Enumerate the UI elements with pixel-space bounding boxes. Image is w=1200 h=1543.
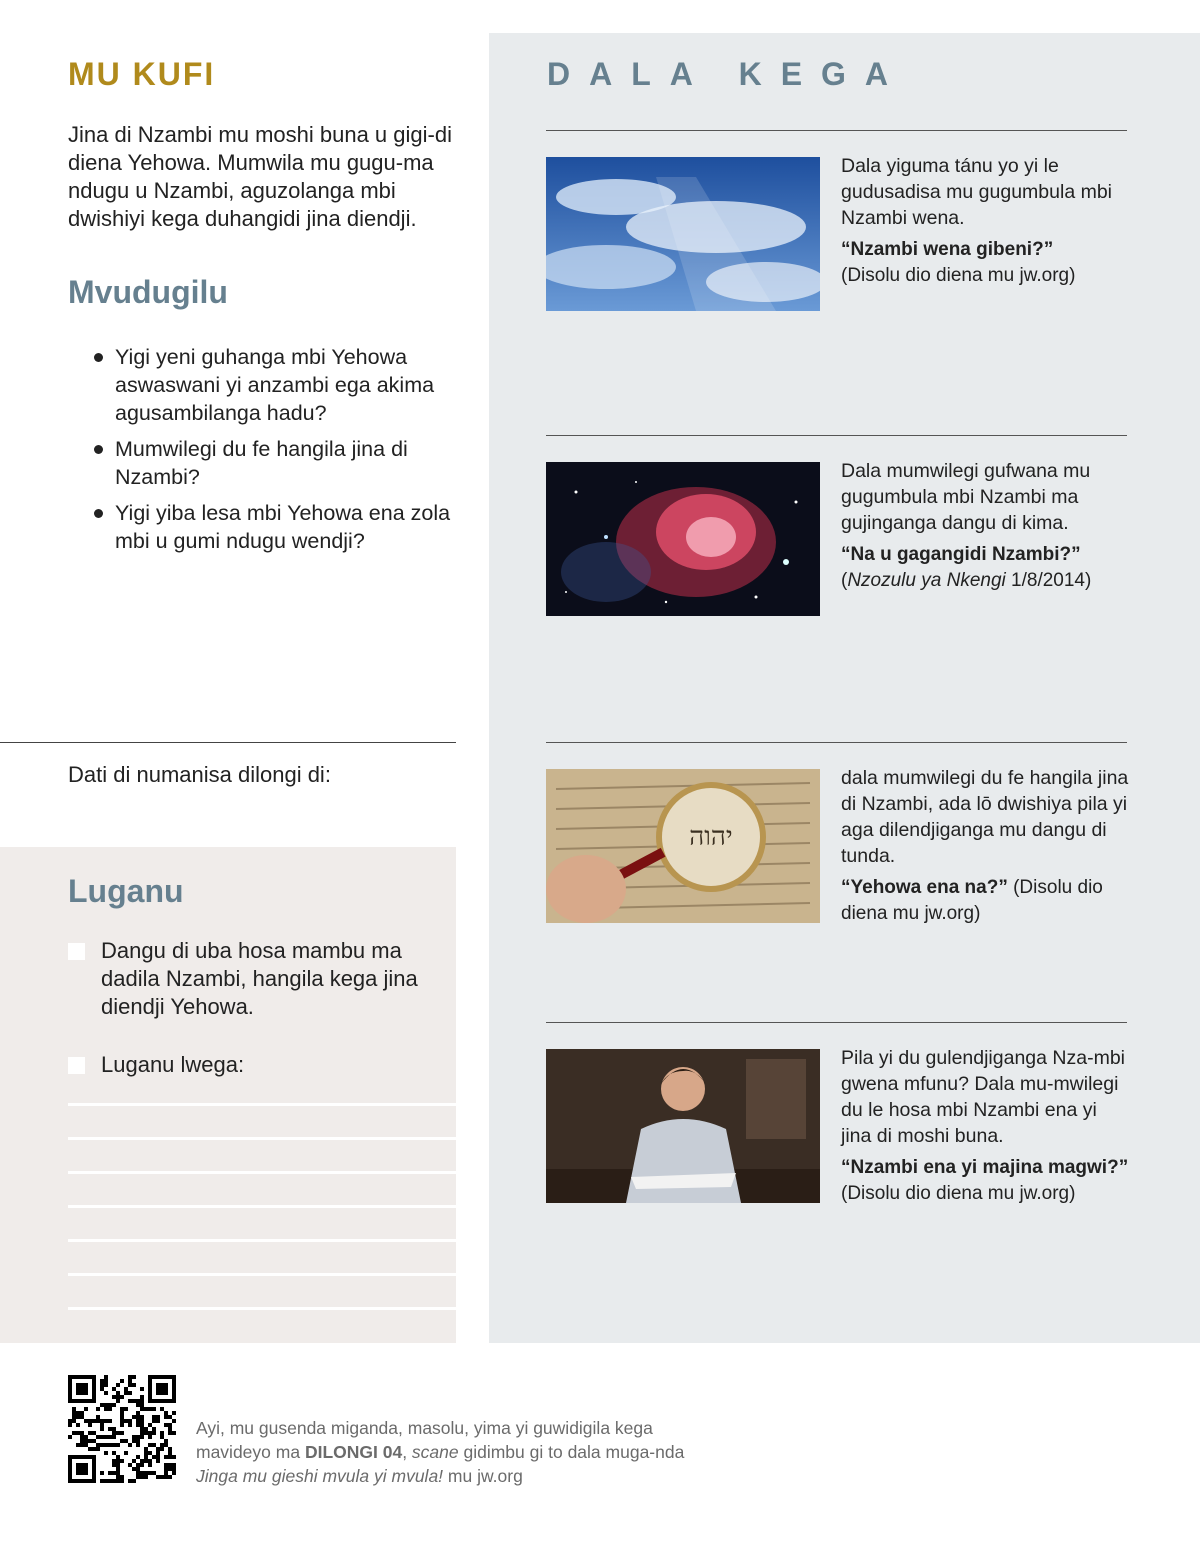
custom-goal-label: Luganu lwega: — [101, 1052, 245, 1077]
sky-clouds-image[interactable] — [546, 157, 820, 311]
article-3 — [841, 765, 1131, 927]
write-line[interactable] — [68, 1137, 456, 1140]
footer-part: mu jw.org — [443, 1466, 523, 1486]
divider — [546, 1022, 1127, 1023]
write-line[interactable] — [68, 1205, 456, 1208]
man-reading-image[interactable] — [546, 1049, 820, 1203]
review-questions — [92, 343, 457, 563]
article-summary: Dala mumwilegi gufwana mu gugumbula mbi Nzambi ma gujinganga dangu di kima. — [841, 460, 1091, 534]
write-line[interactable] — [68, 1273, 456, 1276]
article-source: (Disolu dio diena mu jw.org) — [841, 1183, 1076, 1204]
footer-part: , — [402, 1442, 412, 1462]
footer-part: gidimbu gi to dala muga-nda — [458, 1442, 685, 1462]
article-1 — [841, 153, 1131, 289]
magnifying-glass-hebrew-image[interactable] — [546, 769, 820, 923]
footer-text — [196, 1416, 706, 1488]
goal-checkbox[interactable] — [68, 943, 85, 960]
explore-more-title: DALA KEGA — [547, 56, 908, 92]
nebula-image[interactable] — [546, 462, 820, 616]
divider — [546, 742, 1127, 743]
divider — [0, 742, 456, 743]
write-line[interactable] — [68, 1239, 456, 1242]
intro-paragraph: Jina di Nzambi mu moshi buna u gigi-di diena Yehowa. Mumwila mu gugu-ma ndugu u Nzambi, aguzolanga mbi dwishiyi kega duhangidi jina diendji. — [68, 122, 452, 231]
goal-text: Dangu di uba hosa mambu ma dadila Nzambi, hangila kega jina diendji Yehowa. — [101, 938, 418, 1019]
article-summary: dala mumwilegi du fe hangila jina di Nzambi, ada lō dwishiya pila yi aga dilendjiganga mu dangu di tunda. — [841, 767, 1129, 867]
write-line[interactable] — [68, 1307, 456, 1310]
write-line[interactable] — [68, 1103, 456, 1106]
section-title: MU KUFI — [68, 56, 216, 92]
article-source: 1/8/2014) — [1005, 570, 1092, 591]
article-summary: Pila yi du gulendjiganga Nza-mbi gwena mfunu? Dala mu-mwilegi du le hosa mbi Nzambi ena yi jina di moshi buna. — [841, 1047, 1125, 1147]
article-reference[interactable] — [841, 1155, 1131, 1207]
review-heading: Mvudugilu — [68, 274, 228, 310]
article-link[interactable]: “Na u gagangidi Nzambi?” — [841, 544, 1081, 565]
review-question: Yigi yiba lesa mbi Yehowa ena zola mbi u gumi ndugu wendji? — [92, 499, 457, 555]
article-reference[interactable] — [841, 237, 1131, 289]
svg-text:יהוה: יהוה — [689, 822, 733, 852]
review-question: Mumwilegi du fe hangila jina di Nzambi? — [92, 435, 457, 491]
footer-part: Ayi, mu gusenda miganda, masolu, yima yi guwidigila kega mavideyo ma — [196, 1418, 653, 1462]
article-link[interactable]: “Nzambi ena yi majina magwi?” — [841, 1157, 1129, 1178]
completion-date-label: Dati di numanisa dilongi di: — [68, 762, 331, 787]
review-question: Yigi yeni guhanga mbi Yehowa aswaswani yi anzambi ega akima agusambilanga hadu? — [92, 343, 457, 427]
article-source: (Disolu dio diena mu jw.org) — [841, 265, 1076, 286]
divider — [546, 435, 1127, 436]
divider — [546, 130, 1127, 131]
write-line[interactable] — [68, 1171, 456, 1174]
article-source: (Disolu dio diena mu jw.org) — [841, 877, 1103, 924]
article-summary: Dala yiguma tánu yo yi le gudusadisa mu gugumbula mbi Nzambi wena. — [841, 155, 1113, 229]
book-title: Jinga mu gieshi mvula yi mvula! — [196, 1466, 444, 1486]
article-source-title: Nzozulu ya Nkengi — [847, 570, 1006, 591]
article-2 — [841, 458, 1131, 594]
goal-panel — [0, 847, 456, 1343]
lesson-number: DILONGI 04 — [304, 1442, 403, 1462]
custom-goal-checkbox[interactable] — [68, 1057, 85, 1074]
goal-heading: Luganu — [68, 873, 184, 909]
article-4 — [841, 1045, 1131, 1207]
article-link[interactable]: “Nzambi wena gibeni?” — [841, 239, 1054, 260]
article-link[interactable]: “Yehowa ena na?” — [841, 877, 1008, 898]
qr-code[interactable] — [68, 1375, 176, 1483]
article-reference[interactable] — [841, 875, 1131, 927]
article-reference[interactable]: “Na u gagangidi Nzambi?” (Nzozulu ya Nkengi 1/8/2014) — [841, 544, 1092, 591]
footer-italic: scane — [411, 1442, 459, 1462]
